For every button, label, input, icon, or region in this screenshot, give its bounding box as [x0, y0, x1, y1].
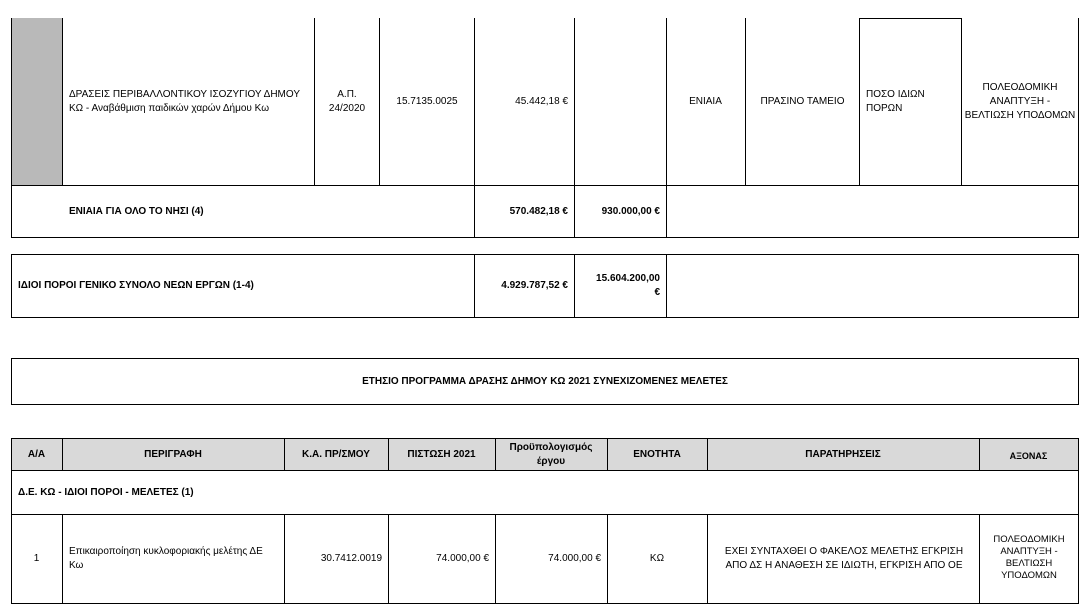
header-unit: ΕΝΟΤΗΤΑ [633, 449, 681, 460]
top-row-description: ΔΡΑΣΕΙΣ ΠΕΡΙΒΑΛΛΟΝΤΙΚΟΥ ΙΣΟΖΥΓΙΟΥ ΔΗΜΟΥ ΚΩ - Αναβάθμιση παιδικών χαρών Δήμου Κω [69, 89, 300, 114]
group-label: Δ.Ε. ΚΩ - ΙΔΙΟΙ ΠΟΡΟΙ - ΜΕΛΕΤΕΣ (1) [18, 487, 194, 498]
study-description: Επικαιροποίηση κυκλοφοριακής μελέτης ΔΕ Κω [69, 546, 263, 571]
island-total-budget: 930.000,00 € [601, 206, 660, 217]
header-budget-line2: έργου [536, 456, 566, 467]
top-row-unit: ΕΝΙΑΙΑ [689, 96, 722, 107]
grand-total-label: ΙΔΙΟΙ ΠΟΡΟΙ ΓΕΝΙΚΟ ΣΥΝΟΛΟ ΝΕΩΝ ΕΡΓΩΝ (1-4) [18, 280, 254, 291]
study-budget: 74.000,00 € [548, 553, 601, 564]
header-aa: Α/Α [27, 449, 46, 460]
island-total-amount: 570.482,18 € [509, 206, 568, 217]
top-row-decision: Α.Π. 24/2020 [328, 89, 366, 114]
header-description: ΠΕΡΙΓΡΑΦΗ [144, 449, 202, 460]
study-credit: 74.000,00 € [436, 553, 489, 564]
header-axis: ΑΞΟΝΑΣ [1009, 451, 1048, 461]
grand-total-budget-line1: 15.604.200,00 [596, 273, 660, 284]
study-unit: ΚΩ [649, 553, 665, 564]
island-total-label: ΕΝΙΑΙΑ ΓΙΑ ΟΛΟ ΤΟ ΝΗΣΙ (4) [69, 206, 204, 217]
header-credit: ΠΙΣΤΩΣΗ 2021 [407, 449, 476, 460]
grand-total-amount: 4.929.787,52 € [501, 280, 568, 291]
top-row-code: 15.7135.0025 [396, 96, 458, 107]
row-index-cell [11, 18, 62, 186]
grand-total-budget-line2: € [654, 287, 660, 298]
top-row-amount: 45.442,18 € [515, 96, 568, 107]
top-row-axis: ΠΟΛΕΟΔΟΜΙΚΗ ΑΝΑΠΤΥΞΗ - ΒΕΛΤΙΩΣΗ ΥΠΟΔΟΜΩΝ [964, 82, 1076, 121]
section-title: ΕΤΗΣΙΟ ΠΡΟΓΡΑΜΜΑ ΔΡΑΣΗΣ ΔΗΜΟΥ ΚΩ 2021 ΣΥΝΕΧΙΖΟΜΕΝΕΣ ΜΕΛΕΤΕΣ [362, 376, 728, 387]
top-row-source: ΠΡΑΣΙΝΟ ΤΑΜΕΙΟ [760, 96, 845, 107]
study-remarks: ΕΧΕΙ ΣΥΝΤΑΧΘΕΙ Ο ΦΑΚΕΛΟΣ ΜΕΛΕΤΗΣ ΕΓΚΡΙΣΗ ΑΠΟ ΔΣ Η ΑΝΑΘΕΣΗ ΣΕ ΙΔΙΩΤΗ, ΕΓΚΡΙΣΗ ΑΠΟ ΟΕ [724, 546, 964, 571]
header-code: Κ.Α. ΠΡ/ΣΜΟΥ [302, 449, 370, 460]
header-budget-line1: Προϋπολογισμός [509, 442, 593, 453]
study-aa: 1 [33, 553, 40, 564]
study-code: 30.7412.0019 [320, 553, 382, 564]
header-remarks: ΠΑΡΑΤΗΡΗΣΕΙΣ [805, 449, 881, 460]
study-axis: ΠΟΛΕΟΔΟΜΙΚΗ ΑΝΑΠΤΥΞΗ - ΒΕΛΤΙΩΣΗ ΥΠΟΔΟΜΩΝ [993, 534, 1065, 581]
top-row-own-funds: ΠΟΣΟ ΙΔΙΩΝ ΠΟΡΩΝ [866, 89, 925, 114]
